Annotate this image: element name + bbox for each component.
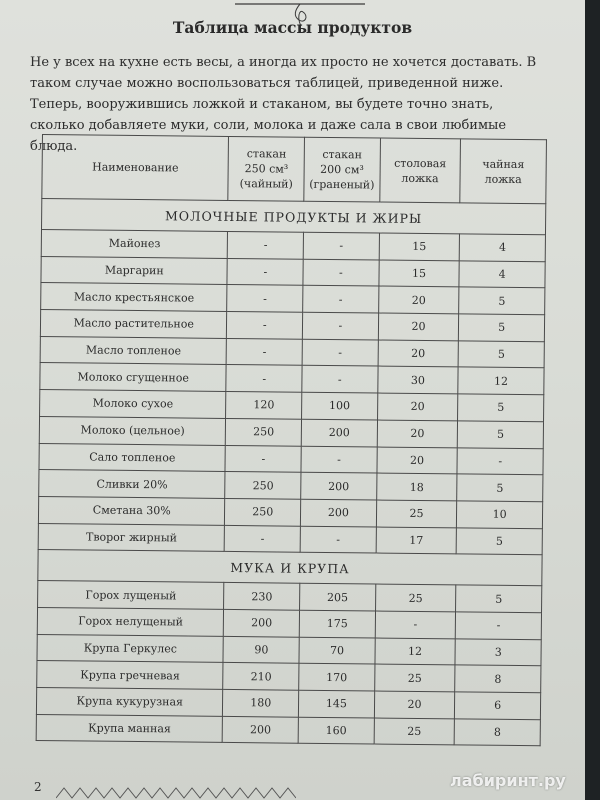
value-cell: 20 bbox=[377, 393, 458, 421]
value-cell: 5 bbox=[457, 474, 543, 502]
value-cell: - bbox=[226, 365, 302, 392]
value-cell: 90 bbox=[223, 636, 299, 663]
value-cell: 180 bbox=[223, 689, 299, 716]
value-cell: 15 bbox=[379, 233, 460, 261]
value-cell: - bbox=[300, 526, 376, 553]
page-title: Таблица массы продуктов bbox=[172, 18, 413, 37]
value-cell: - bbox=[375, 611, 456, 639]
value-cell: 145 bbox=[298, 690, 374, 717]
value-cell: 230 bbox=[224, 583, 300, 610]
value-cell: 20 bbox=[378, 286, 459, 314]
value-cell: 8 bbox=[455, 665, 541, 693]
product-mass-table bbox=[36, 134, 547, 747]
value-cell: 20 bbox=[378, 313, 459, 341]
value-cell: 5 bbox=[456, 527, 542, 555]
value-cell: - bbox=[227, 258, 303, 285]
value-cell: 12 bbox=[375, 638, 456, 666]
value-cell: 25 bbox=[375, 584, 456, 612]
product-name-cell: Молоко сгущенное bbox=[40, 363, 227, 392]
value-cell: 17 bbox=[376, 527, 457, 555]
value-cell: 160 bbox=[298, 717, 374, 744]
value-cell: - bbox=[227, 338, 303, 365]
product-name-cell: Майонез bbox=[41, 230, 228, 259]
product-name-cell: Масло растительное bbox=[40, 310, 227, 339]
value-cell: - bbox=[456, 612, 542, 640]
product-name-cell: Молоко сухое bbox=[40, 390, 227, 419]
value-cell: 200 bbox=[301, 472, 377, 499]
footer-pattern-icon bbox=[56, 778, 296, 800]
product-name-cell: Молоко (цельное) bbox=[39, 416, 226, 445]
product-name-cell: Крупа кукурузная bbox=[36, 687, 223, 716]
section-title: МУКА И КРУПА bbox=[38, 550, 542, 586]
header-teaspoon: чайная ложка bbox=[460, 139, 546, 204]
value-cell: 12 bbox=[458, 367, 544, 395]
value-cell: - bbox=[227, 312, 303, 339]
value-cell: - bbox=[302, 312, 378, 339]
value-cell: - bbox=[303, 286, 379, 313]
publisher-watermark: лабиринт.ру bbox=[450, 771, 566, 790]
value-cell: 5 bbox=[458, 341, 544, 369]
value-cell: 10 bbox=[457, 501, 543, 529]
value-cell: - bbox=[227, 285, 303, 312]
value-cell: 20 bbox=[374, 691, 455, 719]
header-glass-200: стакан 200 см³ (граненый) bbox=[304, 137, 380, 202]
product-name-cell: Сметана 30% bbox=[38, 496, 225, 525]
value-cell: - bbox=[225, 445, 301, 472]
value-cell: 8 bbox=[454, 719, 540, 747]
value-cell: 70 bbox=[299, 637, 375, 664]
value-cell: - bbox=[303, 232, 379, 259]
value-cell: 205 bbox=[300, 583, 376, 610]
book-spine bbox=[585, 0, 600, 800]
header-name: Наименование bbox=[42, 135, 229, 201]
intro-text: Не у всех на кухне есть весы, а иногда их просто не хочется доставать. В таком случае можно воспользоваться таблицей, приведенной ниже. Теперь, вооружившись ложкой и стаканом, вы будете точно знать, сколько добавляете муки, соли, молока и даже сала в свои любимые блюда. bbox=[30, 55, 537, 154]
value-cell: 200 bbox=[301, 419, 377, 446]
value-cell: 210 bbox=[223, 663, 299, 690]
value-cell: 25 bbox=[374, 718, 455, 746]
value-cell: 5 bbox=[458, 394, 544, 422]
value-cell: - bbox=[457, 447, 543, 475]
page-number: 2 bbox=[34, 780, 42, 794]
value-cell: 5 bbox=[459, 287, 545, 315]
value-cell: 200 bbox=[223, 716, 299, 743]
value-cell: 20 bbox=[377, 447, 458, 475]
value-cell: 15 bbox=[379, 260, 460, 288]
value-cell: - bbox=[302, 339, 378, 366]
value-cell: 5 bbox=[458, 421, 544, 449]
product-name-cell: Сливки 20% bbox=[39, 470, 226, 499]
value-cell: - bbox=[225, 525, 301, 552]
value-cell: 200 bbox=[300, 499, 376, 526]
product-name-cell: Творог жирный bbox=[38, 523, 225, 552]
product-name-cell: Масло топленое bbox=[40, 336, 227, 365]
value-cell: 18 bbox=[376, 473, 457, 501]
value-cell: - bbox=[301, 446, 377, 473]
value-cell: 5 bbox=[456, 585, 542, 613]
value-cell: 100 bbox=[302, 392, 378, 419]
value-cell: 25 bbox=[374, 664, 455, 692]
product-name-cell: Горох лущеный bbox=[38, 581, 225, 610]
value-cell: 120 bbox=[226, 392, 302, 419]
table-body bbox=[36, 199, 546, 747]
product-name-cell: Масло крестьянское bbox=[41, 283, 228, 312]
value-cell: 5 bbox=[459, 314, 545, 342]
value-cell: - bbox=[303, 259, 379, 286]
value-cell: 4 bbox=[459, 261, 545, 289]
value-cell: 25 bbox=[376, 500, 457, 528]
product-name-cell: Маргарин bbox=[41, 256, 228, 285]
value-cell: 250 bbox=[226, 418, 302, 445]
header-glass-250: стакан 250 см³ (чайный) bbox=[228, 136, 304, 201]
section-title: МОЛОЧНЫЕ ПРОДУКТЫ И ЖИРЫ bbox=[41, 199, 545, 235]
product-name-cell: Крупа гречневая bbox=[37, 661, 224, 690]
value-cell: 20 bbox=[377, 420, 458, 448]
table-header-row bbox=[42, 135, 547, 204]
product-name-cell: Крупа манная bbox=[36, 714, 223, 743]
value-cell: 175 bbox=[299, 610, 375, 637]
value-cell: 250 bbox=[225, 498, 301, 525]
value-cell: - bbox=[302, 366, 378, 393]
value-cell: 250 bbox=[225, 472, 301, 499]
value-cell: - bbox=[228, 231, 304, 258]
value-cell: 3 bbox=[455, 638, 541, 666]
value-cell: 30 bbox=[377, 366, 458, 394]
value-cell: 170 bbox=[299, 664, 375, 691]
header-tablespoon: столовая ложка bbox=[379, 138, 460, 203]
value-cell: 4 bbox=[459, 234, 545, 262]
product-name-cell: Горох нелущеный bbox=[37, 607, 224, 636]
value-cell: 200 bbox=[224, 609, 300, 636]
table-row bbox=[36, 714, 540, 746]
product-name-cell: Крупа Геркулес bbox=[37, 634, 224, 663]
value-cell: 6 bbox=[455, 692, 541, 720]
value-cell: 20 bbox=[378, 340, 459, 368]
product-name-cell: Сало топленое bbox=[39, 443, 226, 472]
